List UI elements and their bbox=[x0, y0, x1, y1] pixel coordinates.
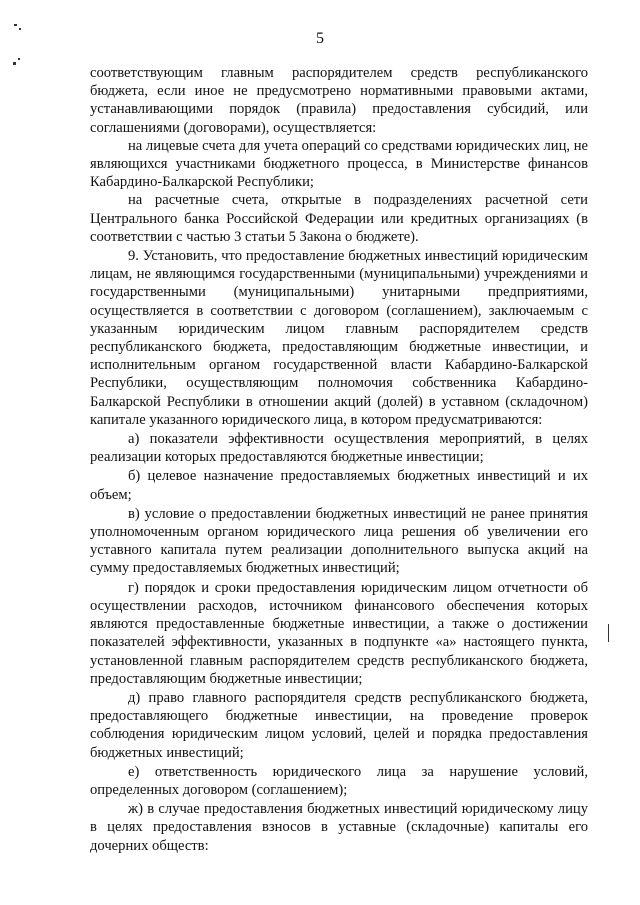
paragraph-item-d: д) право главного распорядителя средств республиканского бюджета, предоставляющего бюджетные инвестиции, на проведение проверок соблюдения юридическим лицом условий, целей и порядка предоставления бюджетных инвестиций; bbox=[90, 689, 588, 761]
paragraph-item-b: б) целевое назначение предоставляемых бюджетных инвестиций и их объем; bbox=[90, 468, 588, 503]
page-number: 5 bbox=[316, 30, 324, 47]
scan-speck bbox=[18, 58, 20, 60]
paragraph-item-e: е) ответственность юридического лица за нарушение условий, определенных договором (соглашением); bbox=[90, 763, 588, 798]
paragraph-item-v: в) условие о предоставлении бюджетных инвестиций не ранее принятия уполномоченным органом юридического лица решения об увеличении его уставного капитала путем реализации дополнительного выпуска акций на сумму предоставляемых бюджетных инвестиций; bbox=[90, 505, 588, 577]
paragraph-item-zh: ж) в случае предоставления бюджетных инвестиций юридическому лицу в целях предоставления взносов в уставные (складочные) капиталы его дочерних обществ: bbox=[90, 801, 588, 854]
paragraph-continuation: соответствующим главным распорядителем средств республиканского бюджета, если иное не предусмотрено нормативными правовыми актами, устанавливающими порядок (правила) предоставления субсидий, или соглашениями (договорами), осуществляется: bbox=[90, 65, 588, 136]
paragraph-personal-accounts: на лицевые счета для учета операций со средствами юридических лиц, не являющихся участниками бюджетного процесса, в Министерстве финансов Кабардино-Балкарской Республики; bbox=[90, 137, 588, 191]
scan-speck bbox=[608, 624, 609, 642]
paragraph-clause-9: 9. Установить, что предоставление бюджетных инвестиций юридическим лицам, не являющимся государственными (муниципальными) учреждениями и государственными (муниципальными) унитарными предприятиями, осуществляется в соответствии с договором (соглашением), заключаемым с указанным юридическим лицом главным распорядителем средств республиканского бюджета, предоставляющим бюджетные инвестиции, и исполнительным органом государственной власти Кабардино-Балкарской Республики, осуществляющим полномочия собственника Кабардино-Балкарской Республики в отношении акций (долей) в уставном (складочном) капитале указанного юридического лица, в котором предусматриваются: bbox=[90, 248, 588, 428]
scan-speck bbox=[14, 24, 17, 26]
paragraph-item-g: г) порядок и сроки предоставления юридическим лицом отчетности об осуществлении расходов, источником финансового обеспечения которых являются предоставленные бюджетные инвестиции, а также о достижении показателей эффективности, указанных в подпункте «а» настоящего пункта, установленной главным распорядителем средств республиканского бюджета, предоставляющим бюджетные инвестиции; bbox=[90, 579, 588, 687]
scan-speck bbox=[13, 62, 16, 65]
paragraph-settlement-accounts: на расчетные счета, открытые в подразделениях расчетной сети Центрального банка Российской Федерации или кредитных организациях (в соответствии с частью 3 статьи 5 Закона о бюджете). bbox=[90, 192, 588, 245]
paragraph-item-a: а) показатели эффективности осуществления мероприятий, в целях реализации которых предоставляются бюджетные инвестиции; bbox=[90, 431, 588, 466]
document-body bbox=[90, 64, 588, 855]
